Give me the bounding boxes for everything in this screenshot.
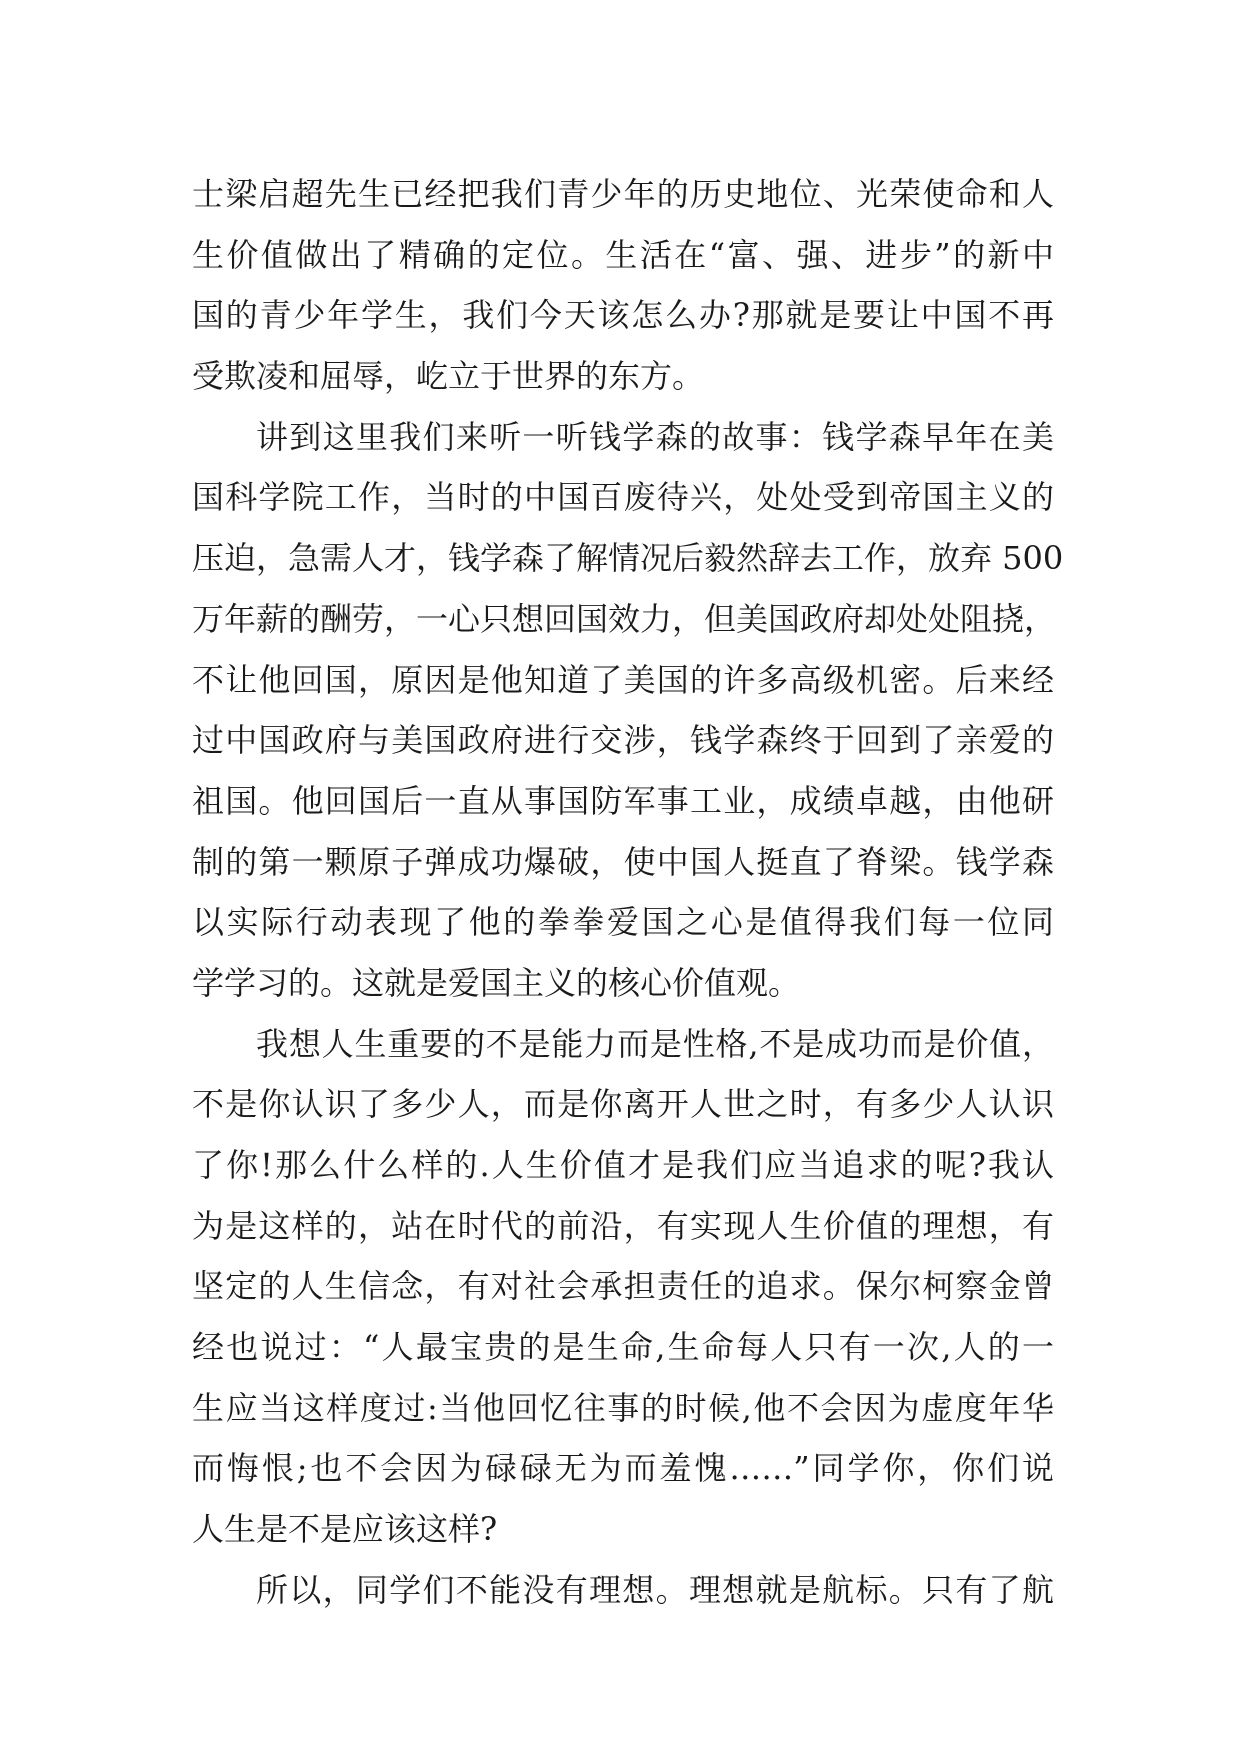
text-line: 万年薪的酬劳，一心只想回国效力，但美国政府却处处阻挠， — [192, 599, 1057, 638]
text-line: 坚定的人生信念，有对社会承担责任的追求。保尔柯察金曾 — [192, 1267, 1054, 1306]
text-line: 我想人生重要的不是能力而是性格,不是成功而是价值， — [256, 1024, 1054, 1063]
text-line: 不让他回国，原因是他知道了美国的许多高级机密。后来经 — [192, 660, 1054, 699]
body-text — [192, 164, 1064, 1621]
text-line: 过中国政府与美国政府进行交涉，钱学森终于回到了亲爱的 — [192, 721, 1054, 760]
text-line: 以实际行动表现了他的拳拳爱国之心是值得我们每一位同 — [192, 903, 1054, 942]
text-line: 讲到这里我们来听一听钱学森的故事：钱学森早年在美 — [256, 417, 1054, 456]
text-line: 为是这样的，站在时代的前沿，有实现人生价值的理想，有 — [192, 1206, 1054, 1245]
text-line: 经也说过：“人最宝贵的是生命,生命每人只有一次,人的一 — [192, 1328, 1054, 1367]
text-line: 人生是不是应该这样? — [192, 1510, 498, 1549]
text-line: 制的第一颗原子弹成功爆破，使中国人挺直了脊梁。钱学森 — [192, 842, 1054, 881]
text-line: 受欺凌和屈辱，屹立于世界的东方。 — [192, 357, 705, 396]
text-line: 学学习的。这就是爱国主义的核心价值观。 — [192, 963, 801, 1002]
text-line: 祖国。他回国后一直从事国防军事工业，成绩卓越，由他研 — [192, 781, 1054, 820]
text-line: 不是你认识了多少人，而是你离开人世之时，有多少人认识 — [192, 1085, 1054, 1124]
text-line: 生应当这样度过:当他回忆往事的时候,他不会因为虚度年华 — [192, 1388, 1054, 1427]
text-line: 士梁启超先生已经把我们青少年的历史地位、光荣使命和人 — [192, 175, 1054, 213]
text-line: 生价值做出了精确的定位。生活在“富、强、进步”的新中 — [192, 235, 1054, 274]
text-line: 而悔恨;也不会因为碌碌无为而羞愧……”同学你，你们说 — [192, 1449, 1054, 1488]
text-line: 压迫，急需人才，钱学森了解情况后毅然辞去工作，放弃 500 — [192, 539, 1064, 578]
text-line: 国的青少年学生，我们今天该怎么办?那就是要让中国不再 — [192, 296, 1054, 335]
text-line: 所以，同学们不能没有理想。理想就是航标。只有了航 — [256, 1570, 1054, 1609]
text-line: 了你!那么什么样的.人生价值才是我们应当追求的呢?我认 — [192, 1146, 1054, 1184]
text-line: 国科学院工作，当时的中国百废待兴，处处受到帝国主义的 — [192, 478, 1054, 517]
